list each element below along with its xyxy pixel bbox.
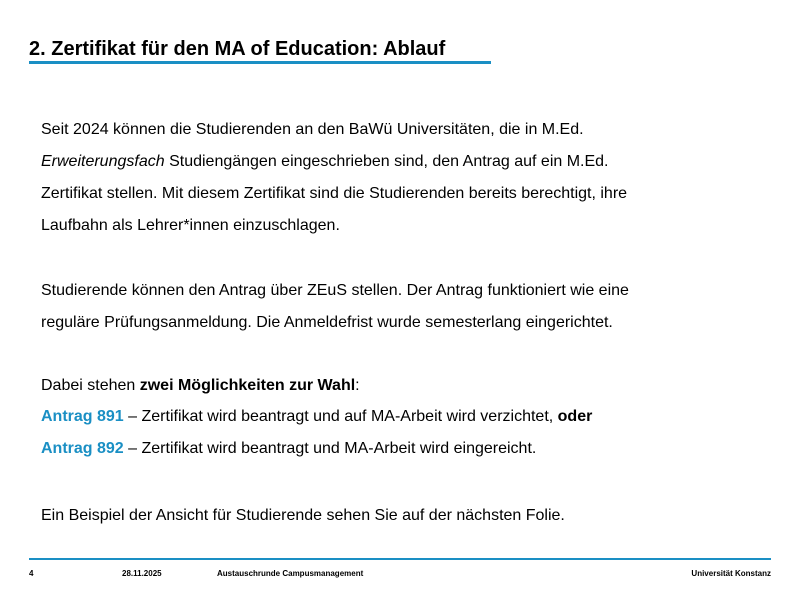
- paragraph-1-line-4: Laufbahn als Lehrer*innen einzuschlagen.: [41, 217, 340, 234]
- option-892: [41, 439, 536, 459]
- option-891-label: Antrag 891: [41, 408, 124, 425]
- paragraph-1-line-1: Seit 2024 können die Studierenden an den BaWü Universitäten, die in M.Ed.: [41, 121, 584, 138]
- intro-suffix: :: [355, 377, 360, 394]
- option-891-bold-end: oder: [557, 408, 593, 425]
- italic-term: Erweiterungsfach: [41, 153, 165, 170]
- paragraph-2-line-2: reguläre Prüfungsanmeldung. Die Anmeldefrist wurde semesterlang eingerichtet.: [41, 314, 613, 331]
- paragraph-1-line-3: Zertifikat stellen. Mit diesem Zertifikat sind die Studierenden bereits berechtigt, ihre: [41, 185, 628, 202]
- paragraph-4-line-1: Ein Beispiel der Ansicht für Studierende sehen Sie auf der nächsten Folie.: [41, 507, 565, 524]
- paragraph-3-intro: [41, 376, 360, 396]
- intro-bold: zwei Möglichkeiten zur Wahl: [139, 377, 356, 394]
- title-underline: [29, 61, 491, 64]
- footer-date: 28.11.2025: [122, 569, 162, 578]
- option-891-text: – Zertifikat wird beantragt und auf MA-Arbeit wird verzichtet,: [123, 408, 558, 425]
- paragraph-1-line-2: [41, 152, 609, 172]
- footer-page-number: 4: [29, 569, 34, 578]
- option-892-text: – Zertifikat wird beantragt und MA-Arbeit wird eingereicht.: [123, 440, 537, 457]
- slide-title: 2. Zertifikat für den MA of Education: Ablauf: [29, 38, 446, 60]
- paragraph-1-line-2-rest: Studiengängen eingeschrieben sind, den Antrag auf ein M.Ed.: [164, 153, 609, 170]
- intro-prefix: Dabei stehen: [41, 377, 140, 394]
- footer-institution: Universität Konstanz: [691, 569, 771, 578]
- footer-event: Austauschrunde Campusmanagement: [217, 569, 364, 578]
- option-892-label: Antrag 892: [41, 440, 124, 457]
- footer-divider: [29, 558, 771, 560]
- paragraph-2-line-1: Studierende können den Antrag über ZEuS stellen. Der Antrag funktioniert wie eine: [41, 282, 629, 299]
- option-891: [41, 407, 592, 427]
